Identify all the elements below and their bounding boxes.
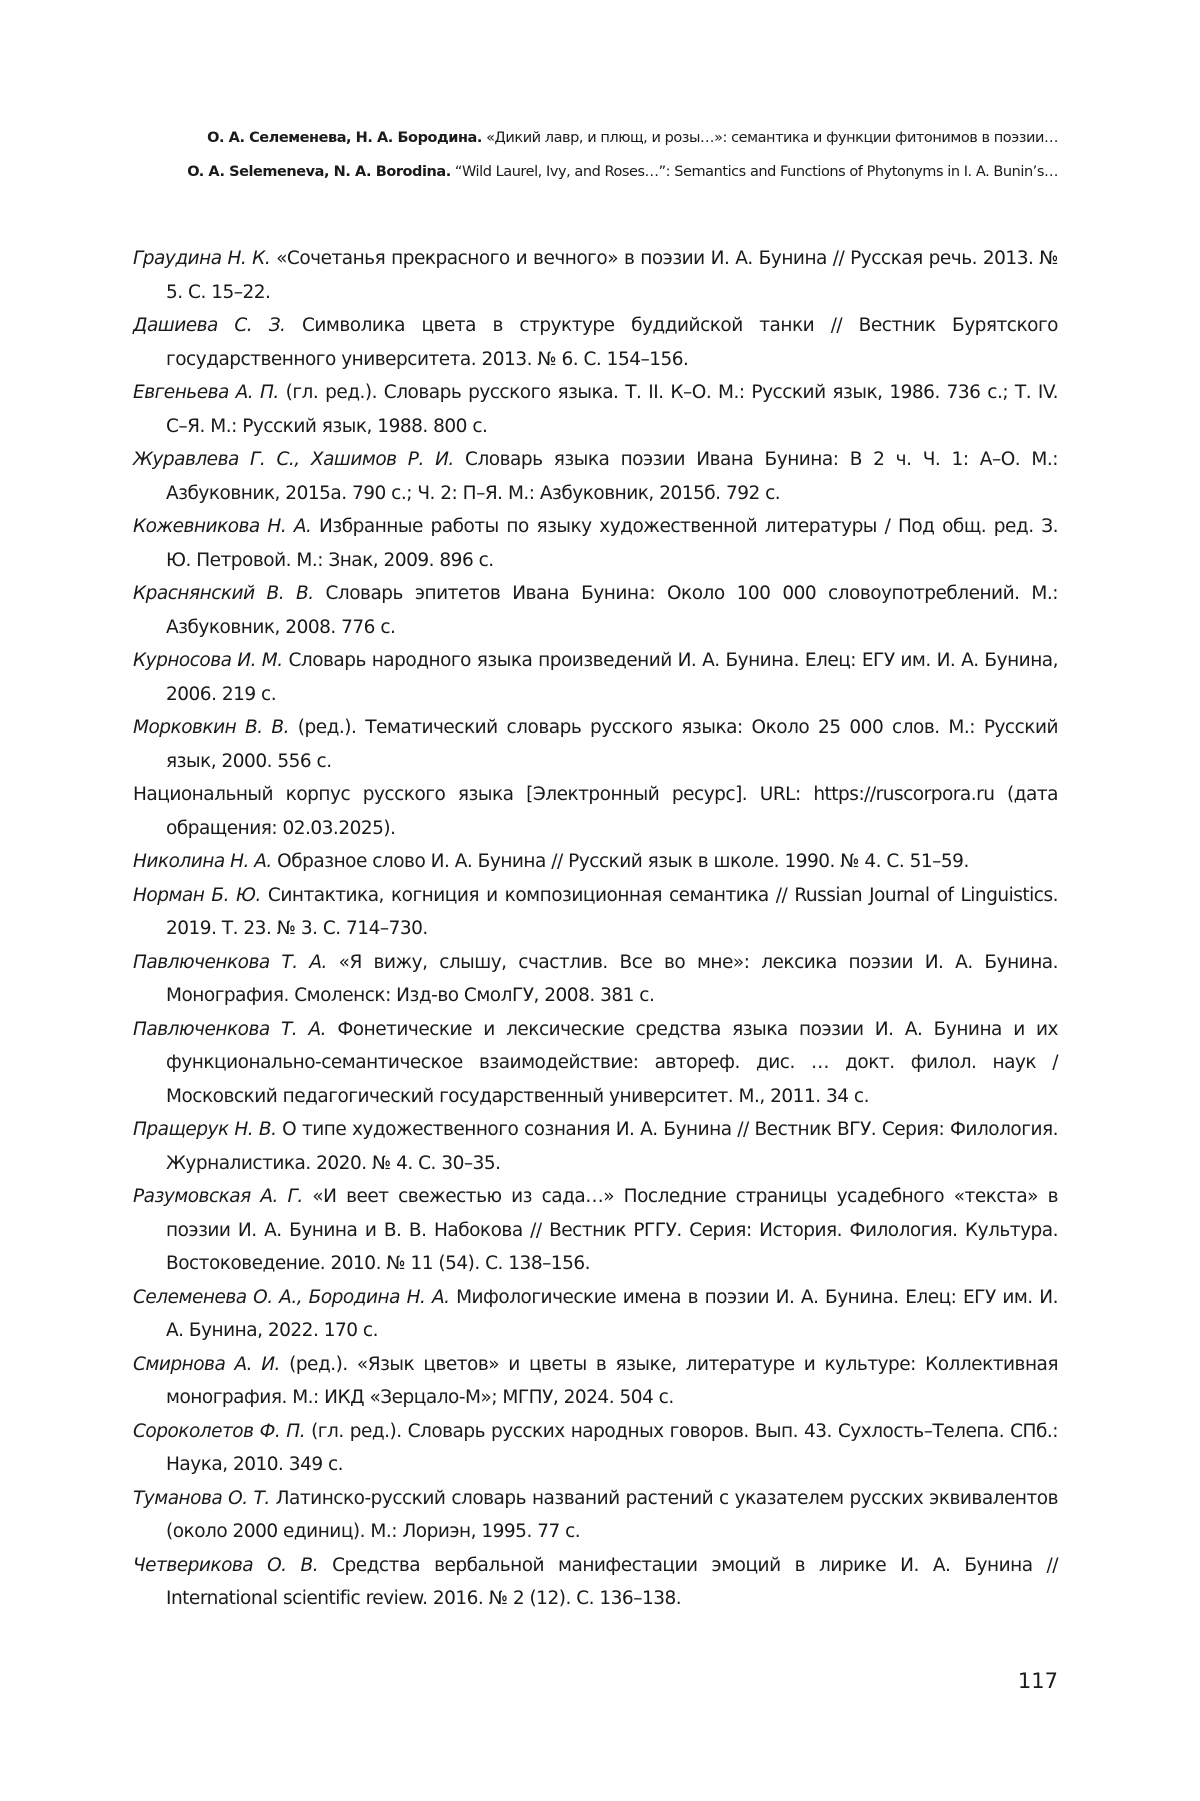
reference-item xyxy=(133,1113,1058,1180)
reference-text: (ред.). Тематический словарь русского языка: Около 25 000 слов. М.: Русский язык, 2000. 556 с. xyxy=(166,717,1058,772)
reference-item xyxy=(133,309,1058,376)
reference-text: Национальный корпус русского языка [Электронный ресурс]. URL: https://ruscorpora.ru (дата обращения: 02.03.2025). xyxy=(133,784,1058,839)
reference-item xyxy=(133,376,1058,443)
reference-item xyxy=(133,1415,1058,1482)
running-header-authors: О. А. Селеменева, Н. А. Бородина. xyxy=(207,130,482,146)
reference-author: Смирнова А. И. xyxy=(133,1353,280,1375)
running-header-authors: O. A. Selemeneva, N. A. Borodina. xyxy=(187,164,451,180)
reference-author: Морковкин В. В. xyxy=(133,717,289,738)
reference-text: Латинско-русский словарь названий растений с указателем русских эквивалентов (около 2000 единиц). М.: Лориэн, 1995. 77 с. xyxy=(166,1487,1058,1542)
reference-author: Разумовская А. Г. xyxy=(133,1186,303,1207)
reference-author: Николина Н. А. xyxy=(133,851,272,872)
running-header-russian xyxy=(133,128,1058,148)
reference-item xyxy=(133,879,1058,946)
reference-text: Образное слово И. А. Бунина // Русский язык в школе. 1990. № 4. С. 51–59. xyxy=(271,851,969,872)
reference-text: Словарь народного языка произведений И. А. Бунина. Елец: ЕГУ им. И. А. Бунина, 2006. 219 с. xyxy=(166,650,1059,705)
reference-item xyxy=(133,510,1058,577)
reference-author: Пращерук Н. В. xyxy=(133,1119,277,1140)
reference-item xyxy=(133,577,1058,644)
reference-item xyxy=(133,1013,1058,1114)
reference-text: Избранные работы по языку художественной литературы / Под общ. ред. З. Ю. Петровой. М.: Знак, 2009. 896 с. xyxy=(166,516,1058,571)
reference-text: «Сочетанья прекрасного и вечного» в поэзии И. А. Бунина // Русская речь. 2013. № 5. С. 15–22. xyxy=(166,248,1058,303)
reference-item xyxy=(133,946,1058,1013)
running-header-title: “Wild Laurel, Ivy, and Roses…”: Semantics and Functions of Phytonyms in I. A. Bunin’s… xyxy=(450,164,1058,180)
reference-item xyxy=(133,845,1058,879)
running-header-title: «Дикий лавр, и плющ, и розы…»: семантика и функции фитонимов в поэзии… xyxy=(481,130,1058,146)
reference-item xyxy=(133,711,1058,778)
reference-author: Краснянский В. В. xyxy=(133,583,314,604)
reference-text: (гл. ред.). Словарь русских народных говоров. Вып. 43. Сухлость–Телепа. СПб.: Наука, 2010. 349 с. xyxy=(166,1420,1058,1475)
reference-author: Павлюченкова Т. А. xyxy=(133,1018,327,1040)
reference-text: О типе художественного сознания И. А. Бунина // Вестник ВГУ. Серия: Филология. Журналистика. 2020. № 4. С. 30–35. xyxy=(166,1119,1058,1174)
reference-author: Журавлева Г. С., Хашимов Р. И. xyxy=(133,449,454,470)
reference-author: Туманова О. Т. xyxy=(133,1487,270,1509)
reference-author: Сороколетов Ф. П. xyxy=(133,1420,306,1442)
reference-text: Словарь эпитетов Ивана Бунина: Около 100 000 словоупотреблений. М.: Азбуковник, 2008. 776 с. xyxy=(166,583,1058,638)
reference-item xyxy=(133,242,1058,309)
reference-text: Средства вербальной манифестации эмоций в лирике И. А. Бунина // International scientific review. 2016. № 2 (12). С. 136–138. xyxy=(166,1554,1058,1609)
reference-author: Граудина Н. К. xyxy=(133,248,271,269)
running-header-english xyxy=(133,162,1058,182)
reference-text: «Я вижу, слышу, счастлив. Все во мне»: лексика поэзии И. А. Бунина. Монография. Смоленск: Изд-во СмолГУ, 2008. 381 с. xyxy=(166,951,1059,1006)
reference-item xyxy=(133,778,1058,845)
reference-text: Фонетические и лексические средства языка поэзии И. А. Бунина и их функционально-семантическое взаимодействие: автореф. дис. … докт. филол. наук / Московский педагогический государственный университет. М., 2011. 34 с. xyxy=(166,1018,1059,1107)
reference-text: Синтактика, когниция и композиционная семантика // Russian Journal of Linguistics. 2019. Т. 23. № 3. С. 714–730. xyxy=(166,884,1058,939)
reference-item xyxy=(133,1281,1058,1348)
reference-item xyxy=(133,644,1058,711)
reference-text: (гл. ред.). Словарь русского языка. Т. II. К–О. М.: Русский язык, 1986. 736 с.; Т. IV. С–Я. М.: Русский язык, 1988. 800 с. xyxy=(166,382,1058,437)
reference-item xyxy=(133,1549,1058,1616)
page-number: 117 xyxy=(1017,1669,1058,1693)
reference-author: Норман Б. Ю. xyxy=(133,884,261,906)
reference-item xyxy=(133,1180,1058,1281)
reference-author: Курносова И. М. xyxy=(133,650,283,671)
reference-author: Четверикова О. В. xyxy=(133,1554,319,1576)
reference-author: Павлюченкова Т. А. xyxy=(133,951,327,973)
reference-text: Мифологические имена в поэзии И. А. Бунина. Елец: ЕГУ им. И. А. Бунина, 2022. 170 с. xyxy=(166,1286,1058,1341)
reference-text: Символика цвета в структуре буддийской танки // Вестник Бурятского государственного университета. 2013. № 6. С. 154–156. xyxy=(166,315,1059,370)
reference-item xyxy=(133,443,1058,510)
reference-author: Евгеньева А. П. xyxy=(133,382,279,403)
reference-author: Дашиева С. З. xyxy=(133,315,286,336)
reference-text: «И веет свежестью из сада…» Последние страницы усадебного «текста» в поэзии И. А. Бунина и В. В. Набокова // Вестник РГГУ. Серия: История. Филология. Культура. Востоковедение. 2010. № 11 (54). С. 138–156. xyxy=(166,1186,1058,1274)
reference-list xyxy=(133,242,1058,1616)
reference-author: Селеменева О. А., Бородина Н. А. xyxy=(133,1286,450,1308)
reference-item xyxy=(133,1348,1058,1415)
reference-item xyxy=(133,1482,1058,1549)
reference-text: (ред.). «Язык цветов» и цветы в языке, литературе и культуре: Коллективная монография. М.: ИКД «Зерцало-М»; МГПУ, 2024. 504 с. xyxy=(166,1353,1059,1408)
reference-text: Словарь языка поэзии Ивана Бунина: В 2 ч. Ч. 1: А–О. М.: Азбуковник, 2015а. 790 с.; Ч. 2: П–Я. М.: Азбуковник, 2015б. 792 с. xyxy=(166,449,1058,504)
reference-author: Кожевникова Н. А. xyxy=(133,516,312,537)
